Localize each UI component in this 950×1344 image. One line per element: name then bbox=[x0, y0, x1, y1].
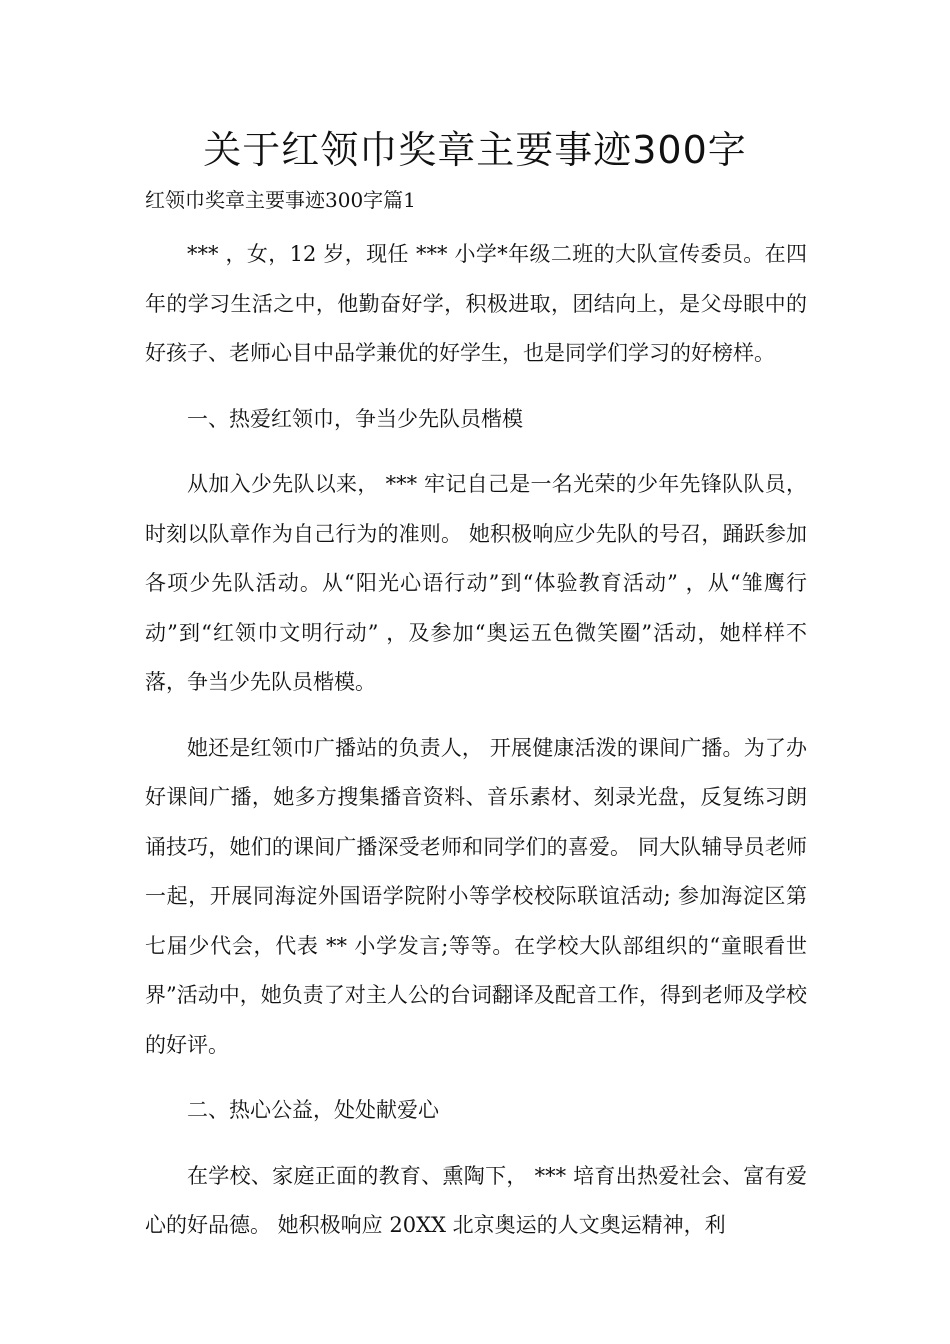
paragraph-intro: *** ，女，12 岁，现任 *** 小学*年级二班的大队宣传委员。在四年的学习生活之中，他勤奋好学，积极进取，团结向上，是父母眼中的好孩子、老师心目中品学兼优的好学生，也是同学们学习的好榜样。 bbox=[145, 242, 807, 365]
paragraph-broadcast: 她还是红领巾广播站的负责人， 开展健康活泼的课间广播。为了办好课间广播，她多方搜集播音资料、音乐素材、刻录光盘，反复练习朗诵技巧，她们的课间广播深受老师和同学们的喜爱。 同大队辅导员老师一起，开展同海淀外国语学院附小等学校校际联谊活动; 参加海淀区第七届少代会，代表 ** 小学发言;等等。在学校大队部组织的“童眼看世界”活动中，她负责了对主人公的台词翻译及配音工作，得到老师及学校的好评。 bbox=[145, 735, 807, 1057]
document-body bbox=[145, 230, 807, 1267]
section-heading-2: 二、热心公益，处处献爱心 bbox=[187, 1098, 439, 1122]
paragraph-section-1: 从加入少先队以来， *** 牢记自己是一名光荣的少年先锋队队员，时刻以队章作为自己行为的准则。 她积极响应少先队的号召，踊跃参加各项少先队活动。从“阳光心语行动”到“体验教育活动” ，从“雏鹰行动”到“红领巾文明行动” ，及参加“奥运五色微笑圈”活动，她样样不落，争当少先队员楷模。 bbox=[145, 472, 807, 694]
paragraph-section-2: 在学校、家庭正面的教育、熏陶下， *** 培育出热爱社会、富有爱心的好品德。 她积极响应 20XX 北京奥运的人文奥运精神，利 bbox=[145, 1163, 807, 1237]
section-heading-1: 一、热爱红领巾，争当少先队员楷模 bbox=[187, 406, 523, 431]
document-title: 关于红领巾奖章主要事迹300字 bbox=[203, 128, 747, 172]
document-subtitle: 红领巾奖章主要事迹300字篇1 bbox=[145, 188, 416, 212]
